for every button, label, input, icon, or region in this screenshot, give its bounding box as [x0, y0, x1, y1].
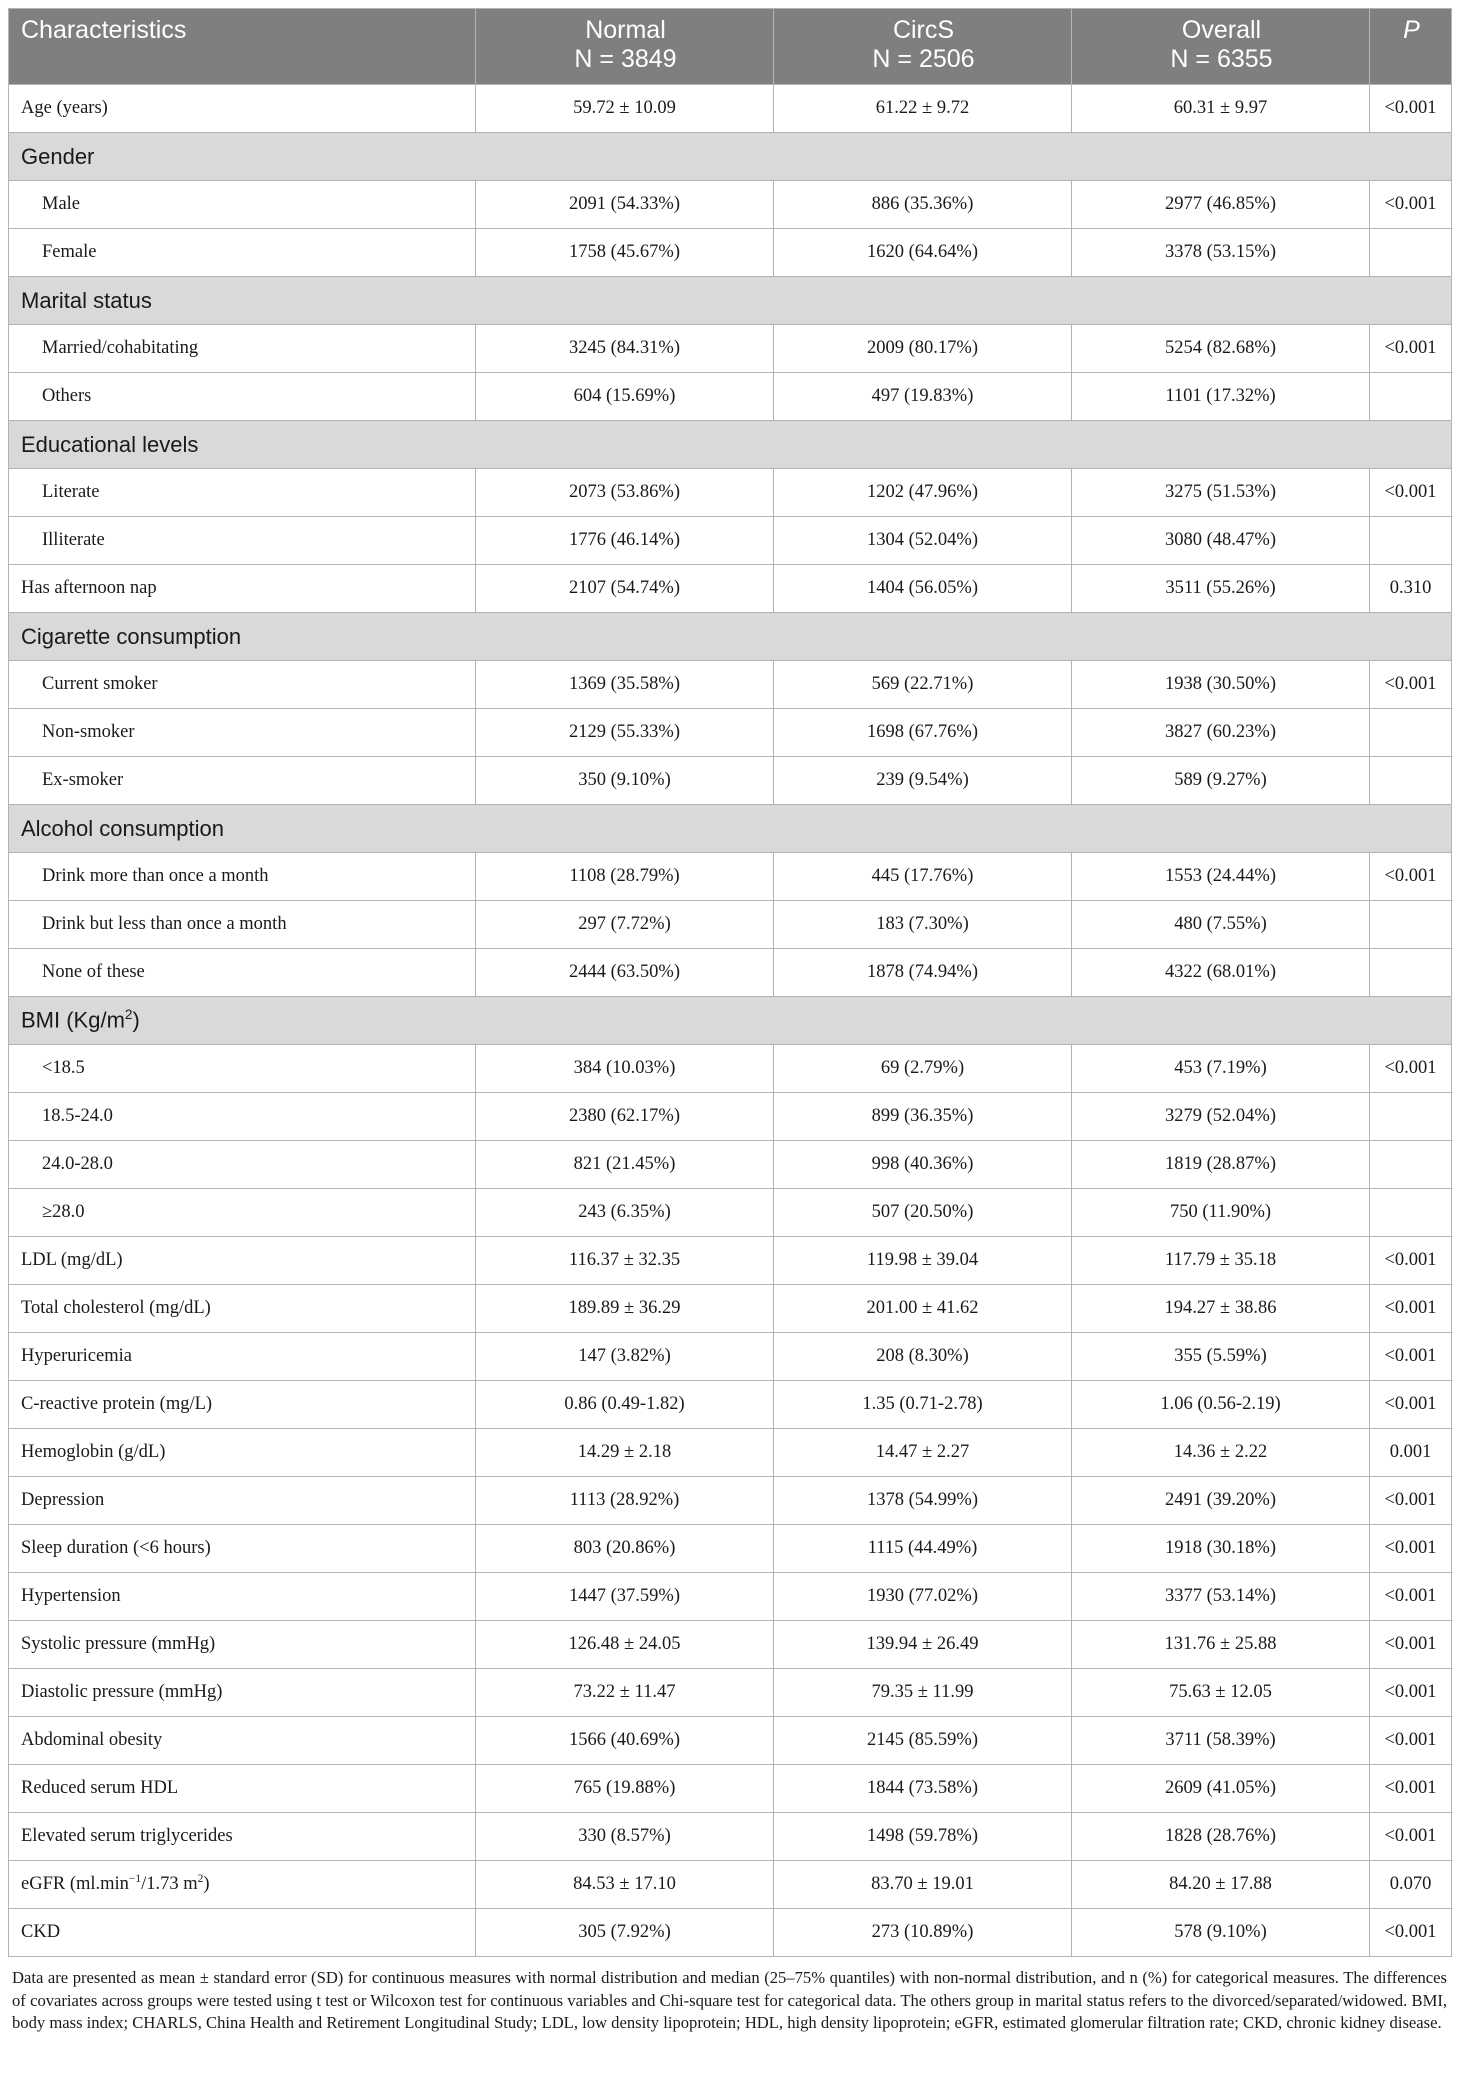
row-label: Has afternoon nap [9, 565, 476, 613]
cell-circs: 201.00 ± 41.62 [774, 1285, 1072, 1333]
header-circs-n: N = 2506 [872, 45, 975, 73]
table-row [9, 1141, 1452, 1189]
cell-normal: 803 (20.86%) [476, 1525, 774, 1573]
table-row [9, 1765, 1452, 1813]
cell-circs: 183 (7.30%) [774, 901, 1072, 949]
cell-p-value [1370, 229, 1452, 277]
table-container [8, 8, 1451, 2035]
cell-p-value: <0.001 [1370, 1381, 1452, 1429]
table-row [9, 565, 1452, 613]
table-row [9, 1285, 1452, 1333]
cell-p-value: <0.001 [1370, 1045, 1452, 1093]
row-label: Diastolic pressure (mmHg) [9, 1669, 476, 1717]
section-row [9, 613, 1452, 661]
header-characteristics: Characteristics [9, 9, 476, 85]
row-label: Drink more than once a month [9, 853, 476, 901]
cell-circs: 886 (35.36%) [774, 181, 1072, 229]
table-row [9, 1093, 1452, 1141]
row-label: Age (years) [9, 85, 476, 133]
cell-normal: 2091 (54.33%) [476, 181, 774, 229]
cell-p-value [1370, 517, 1452, 565]
cell-normal: 2444 (63.50%) [476, 949, 774, 997]
cell-p-value [1370, 949, 1452, 997]
table-row [9, 229, 1452, 277]
table-row [9, 1813, 1452, 1861]
cell-overall: 453 (7.19%) [1072, 1045, 1370, 1093]
header-overall [1072, 9, 1370, 85]
cell-normal: 3245 (84.31%) [476, 325, 774, 373]
cell-overall: 2491 (39.20%) [1072, 1477, 1370, 1525]
cell-circs: 139.94 ± 26.49 [774, 1621, 1072, 1669]
cell-p-value: <0.001 [1370, 1237, 1452, 1285]
header-overall-label: Overall [1181, 16, 1262, 44]
cell-p-value [1370, 1141, 1452, 1189]
cell-circs: 445 (17.76%) [774, 853, 1072, 901]
cell-p-value: <0.001 [1370, 1477, 1452, 1525]
cell-p-value: <0.001 [1370, 1285, 1452, 1333]
header-overall-n: N = 6355 [1170, 45, 1273, 73]
section-label: Gender [9, 133, 1452, 181]
cell-overall: 3711 (58.39%) [1072, 1717, 1370, 1765]
cell-overall: 578 (9.10%) [1072, 1909, 1370, 1957]
header-row [9, 9, 1452, 85]
cell-circs: 1698 (67.76%) [774, 709, 1072, 757]
section-row [9, 421, 1452, 469]
cell-circs: 1304 (52.04%) [774, 517, 1072, 565]
table-row [9, 373, 1452, 421]
cell-normal: 384 (10.03%) [476, 1045, 774, 1093]
row-label: 18.5-24.0 [9, 1093, 476, 1141]
row-label: 24.0-28.0 [9, 1141, 476, 1189]
cell-overall: 355 (5.59%) [1072, 1333, 1370, 1381]
header-circs-label: CircS [892, 16, 955, 44]
cell-overall: 1.06 (0.56-2.19) [1072, 1381, 1370, 1429]
table-row [9, 469, 1452, 517]
cell-p-value: <0.001 [1370, 181, 1452, 229]
section-label: Marital status [9, 277, 1452, 325]
header-normal-label: Normal [585, 16, 666, 44]
cell-overall: 4322 (68.01%) [1072, 949, 1370, 997]
table-body [9, 85, 1452, 1957]
row-label: Ex-smoker [9, 757, 476, 805]
section-label: BMI $(Kg/m^2)$ [9, 997, 1452, 1045]
cell-overall: 117.79 ± 35.18 [1072, 1237, 1370, 1285]
cell-p-value [1370, 709, 1452, 757]
cell-overall: 1918 (30.18%) [1072, 1525, 1370, 1573]
table-row [9, 85, 1452, 133]
cell-p-value: <0.001 [1370, 1621, 1452, 1669]
cell-p-value: <0.001 [1370, 1669, 1452, 1717]
row-label: Depression [9, 1477, 476, 1525]
cell-normal: 765 (19.88%) [476, 1765, 774, 1813]
row-label: C-reactive protein (mg/L) [9, 1381, 476, 1429]
cell-normal: 1369 (35.58%) [476, 661, 774, 709]
cell-overall: 3275 (51.53%) [1072, 469, 1370, 517]
row-label: ≥28.0 [9, 1189, 476, 1237]
cell-p-value: <0.001 [1370, 325, 1452, 373]
cell-circs: 1878 (74.94%) [774, 949, 1072, 997]
table-row [9, 1333, 1452, 1381]
table-row [9, 325, 1452, 373]
cell-circs: 79.35 ± 11.99 [774, 1669, 1072, 1717]
cell-normal: 1113 (28.92%) [476, 1477, 774, 1525]
cell-p-value: <0.001 [1370, 1573, 1452, 1621]
cell-p-value [1370, 373, 1452, 421]
cell-circs: 1498 (59.78%) [774, 1813, 1072, 1861]
cell-overall: 2977 (46.85%) [1072, 181, 1370, 229]
cell-overall: 3377 (53.14%) [1072, 1573, 1370, 1621]
section-row [9, 997, 1452, 1045]
cell-overall: 14.36 ± 2.22 [1072, 1429, 1370, 1477]
cell-circs: 83.70 ± 19.01 [774, 1861, 1072, 1909]
table-row [9, 853, 1452, 901]
cell-normal: 297 (7.72%) [476, 901, 774, 949]
row-label: Elevated serum triglycerides [9, 1813, 476, 1861]
row-label: Literate [9, 469, 476, 517]
table-row [9, 949, 1452, 997]
cell-normal: 116.37 ± 32.35 [476, 1237, 774, 1285]
table-row [9, 1381, 1452, 1429]
row-label: Others [9, 373, 476, 421]
cell-p-value: <0.001 [1370, 1909, 1452, 1957]
cell-overall: 480 (7.55%) [1072, 901, 1370, 949]
cell-circs: 2009 (80.17%) [774, 325, 1072, 373]
row-label: Married/cohabitating [9, 325, 476, 373]
cell-overall: 3080 (48.47%) [1072, 517, 1370, 565]
cell-overall: 3511 (55.26%) [1072, 565, 1370, 613]
row-label: Hypertension [9, 1573, 476, 1621]
cell-normal: 243 (6.35%) [476, 1189, 774, 1237]
cell-normal: 305 (7.92%) [476, 1909, 774, 1957]
table-row [9, 1573, 1452, 1621]
row-label: <18.5 [9, 1045, 476, 1093]
cell-overall: 1938 (30.50%) [1072, 661, 1370, 709]
cell-normal: 350 (9.10%) [476, 757, 774, 805]
section-row [9, 277, 1452, 325]
cell-circs: 119.98 ± 39.04 [774, 1237, 1072, 1285]
cell-circs: 1620 (64.64%) [774, 229, 1072, 277]
cell-p-value: <0.001 [1370, 853, 1452, 901]
cell-normal: 0.86 (0.49-1.82) [476, 1381, 774, 1429]
section-row [9, 805, 1452, 853]
row-label: LDL (mg/dL) [9, 1237, 476, 1285]
cell-circs: 1844 (73.58%) [774, 1765, 1072, 1813]
cell-overall: 131.76 ± 25.88 [1072, 1621, 1370, 1669]
cell-p-value: <0.001 [1370, 469, 1452, 517]
cell-circs: 1115 (44.49%) [774, 1525, 1072, 1573]
row-label: Sleep duration (<6 hours) [9, 1525, 476, 1573]
cell-p-value: 0.310 [1370, 565, 1452, 613]
cell-normal: 604 (15.69%) [476, 373, 774, 421]
cell-p-value: <0.001 [1370, 661, 1452, 709]
cell-p-value: <0.001 [1370, 1717, 1452, 1765]
cell-circs: 69 (2.79%) [774, 1045, 1072, 1093]
table-row [9, 1429, 1452, 1477]
cell-normal: 59.72 ± 10.09 [476, 85, 774, 133]
table-row [9, 1909, 1452, 1957]
cell-circs: 569 (22.71%) [774, 661, 1072, 709]
cell-normal: 126.48 ± 24.05 [476, 1621, 774, 1669]
cell-overall: 1553 (24.44%) [1072, 853, 1370, 901]
row-label: Non-smoker [9, 709, 476, 757]
cell-overall: 5254 (82.68%) [1072, 325, 1370, 373]
cell-normal: 2073 (53.86%) [476, 469, 774, 517]
row-label: None of these [9, 949, 476, 997]
cell-circs: 998 (40.36%) [774, 1141, 1072, 1189]
section-label: Cigarette consumption [9, 613, 1452, 661]
table-row [9, 709, 1452, 757]
table-header [9, 9, 1452, 85]
row-label: Drink but less than once a month [9, 901, 476, 949]
cell-overall: 1828 (28.76%) [1072, 1813, 1370, 1861]
header-p-value: P [1370, 9, 1452, 85]
cell-p-value [1370, 1189, 1452, 1237]
cell-normal: 2129 (55.33%) [476, 709, 774, 757]
table-row [9, 1477, 1452, 1525]
cell-circs: 273 (10.89%) [774, 1909, 1072, 1957]
cell-normal: 2107 (54.74%) [476, 565, 774, 613]
row-label: Female [9, 229, 476, 277]
row-label: Abdominal obesity [9, 1717, 476, 1765]
cell-circs: 1.35 (0.71-2.78) [774, 1381, 1072, 1429]
cell-overall: 3378 (53.15%) [1072, 229, 1370, 277]
cell-circs: 208 (8.30%) [774, 1333, 1072, 1381]
table-row [9, 1045, 1452, 1093]
cell-circs: 61.22 ± 9.72 [774, 85, 1072, 133]
cell-overall: 1819 (28.87%) [1072, 1141, 1370, 1189]
cell-overall: 84.20 ± 17.88 [1072, 1861, 1370, 1909]
characteristics-table [8, 8, 1452, 1957]
cell-p-value: <0.001 [1370, 1765, 1452, 1813]
cell-p-value: 0.001 [1370, 1429, 1452, 1477]
cell-circs: 14.47 ± 2.27 [774, 1429, 1072, 1477]
table-footnote: Data are presented as mean ± standard error (SD) for continuous measures with normal distribution and median (25–75% quantiles) with non-normal distribution, and n (%) for categorical measures. The differences of covariates across groups were tested using t test or Wilcoxon test for continuous variables and Chi-square test for categorical data. The others group in marital status refers to the divorced/separated/widowed. BMI, body mass index; CHARLS, China Health and Retirement Longitudinal Study; LDL, low density lipoprotein; HDL, high density lipoprotein; eGFR, estimated glomerular filtration rate; CKD, chronic kidney disease. [12, 1968, 1447, 2032]
row-label: Illiterate [9, 517, 476, 565]
cell-overall: 2609 (41.05%) [1072, 1765, 1370, 1813]
table-row [9, 757, 1452, 805]
cell-normal: 14.29 ± 2.18 [476, 1429, 774, 1477]
cell-circs: 497 (19.83%) [774, 373, 1072, 421]
cell-p-value [1370, 901, 1452, 949]
cell-circs: 1930 (77.02%) [774, 1573, 1072, 1621]
header-normal [476, 9, 774, 85]
cell-overall: 750 (11.90%) [1072, 1189, 1370, 1237]
row-label: Total cholesterol (mg/dL) [9, 1285, 476, 1333]
table-row [9, 1237, 1452, 1285]
header-normal-n: N = 3849 [574, 45, 677, 73]
cell-normal: 2380 (62.17%) [476, 1093, 774, 1141]
row-label: Reduced serum HDL [9, 1765, 476, 1813]
cell-overall: 3279 (52.04%) [1072, 1093, 1370, 1141]
cell-normal: 84.53 ± 17.10 [476, 1861, 774, 1909]
cell-circs: 2145 (85.59%) [774, 1717, 1072, 1765]
table-row [9, 1189, 1452, 1237]
cell-circs: 507 (20.50%) [774, 1189, 1072, 1237]
cell-normal: 147 (3.82%) [476, 1333, 774, 1381]
cell-p-value: <0.001 [1370, 1333, 1452, 1381]
row-label: CKD [9, 1909, 476, 1957]
cell-circs: 1404 (56.05%) [774, 565, 1072, 613]
cell-circs: 899 (36.35%) [774, 1093, 1072, 1141]
row-label: Systolic pressure (mmHg) [9, 1621, 476, 1669]
table-row [9, 661, 1452, 709]
cell-normal: 330 (8.57%) [476, 1813, 774, 1861]
row-label: Hemoglobin (g/dL) [9, 1429, 476, 1477]
table-row [9, 1669, 1452, 1717]
row-label: Male [9, 181, 476, 229]
cell-p-value: <0.001 [1370, 85, 1452, 133]
section-row [9, 133, 1452, 181]
row-label: Current smoker [9, 661, 476, 709]
section-label: Alcohol consumption [9, 805, 1452, 853]
cell-circs: 1378 (54.99%) [774, 1477, 1072, 1525]
row-label: Hyperuricemia [9, 1333, 476, 1381]
cell-p-value [1370, 1093, 1452, 1141]
cell-overall: 3827 (60.23%) [1072, 709, 1370, 757]
cell-p-value: 0.070 [1370, 1861, 1452, 1909]
cell-overall: 589 (9.27%) [1072, 757, 1370, 805]
row-label: eGFR ($ml.\min^{-1}/1.73$ $m^2$) [9, 1861, 476, 1909]
cell-p-value: <0.001 [1370, 1813, 1452, 1861]
cell-p-value: <0.001 [1370, 1525, 1452, 1573]
cell-overall: 1101 (17.32%) [1072, 373, 1370, 421]
table-row [9, 1621, 1452, 1669]
cell-normal: 1566 (40.69%) [476, 1717, 774, 1765]
cell-normal: 1758 (45.67%) [476, 229, 774, 277]
table-row [9, 1861, 1452, 1909]
table-row [9, 181, 1452, 229]
cell-normal: 1108 (28.79%) [476, 853, 774, 901]
table-row [9, 1717, 1452, 1765]
table-row [9, 1525, 1452, 1573]
table-row [9, 517, 1452, 565]
section-label: Educational levels [9, 421, 1452, 469]
header-circs [774, 9, 1072, 85]
cell-overall: 194.27 ± 38.86 [1072, 1285, 1370, 1333]
cell-circs: 1202 (47.96%) [774, 469, 1072, 517]
cell-normal: 189.89 ± 36.29 [476, 1285, 774, 1333]
cell-circs: 239 (9.54%) [774, 757, 1072, 805]
cell-overall: 75.63 ± 12.05 [1072, 1669, 1370, 1717]
cell-overall: 60.31 ± 9.97 [1072, 85, 1370, 133]
cell-p-value [1370, 757, 1452, 805]
cell-normal: 1447 (37.59%) [476, 1573, 774, 1621]
table-row [9, 901, 1452, 949]
cell-normal: 73.22 ± 11.47 [476, 1669, 774, 1717]
cell-normal: 1776 (46.14%) [476, 517, 774, 565]
cell-normal: 821 (21.45%) [476, 1141, 774, 1189]
